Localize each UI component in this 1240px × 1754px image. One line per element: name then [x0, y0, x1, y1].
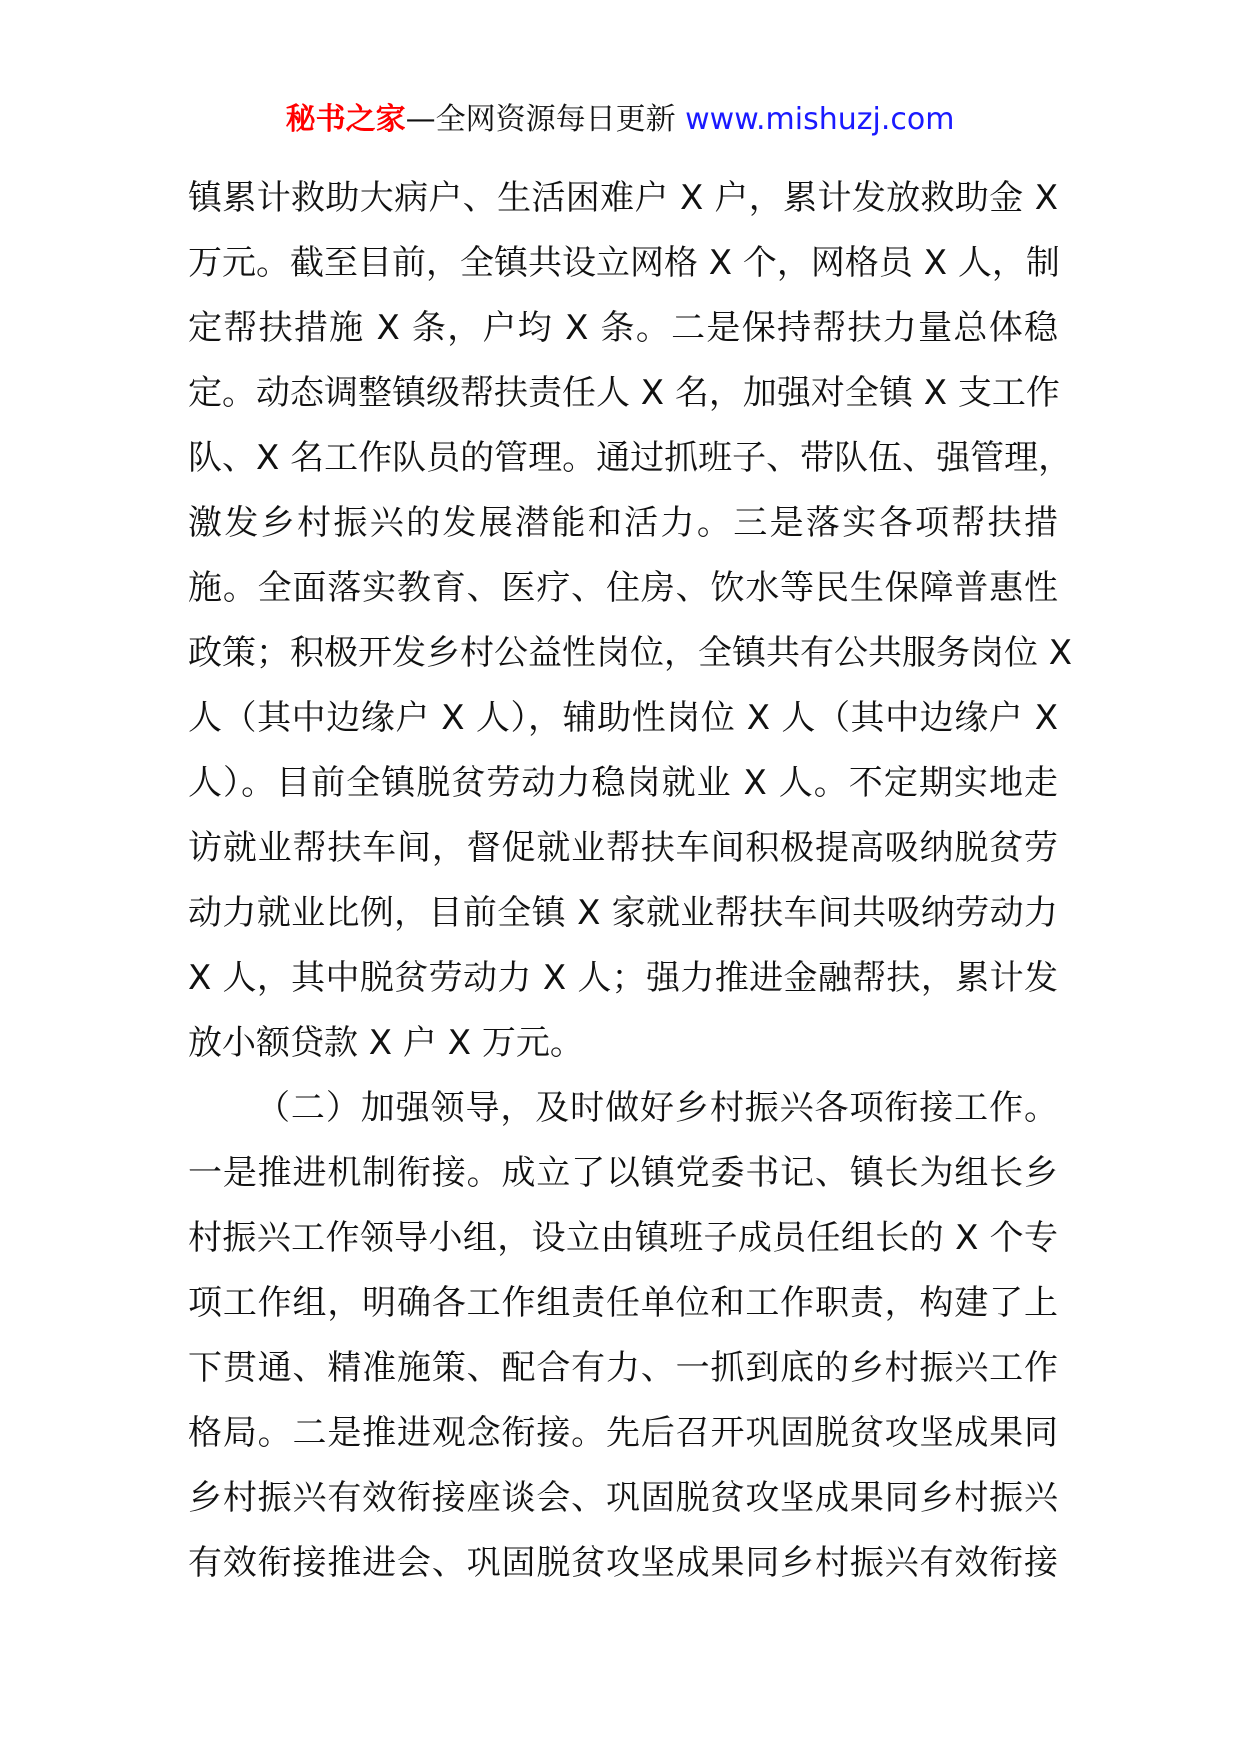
- header-brand: 秘书之家: [285, 102, 406, 137]
- header-tagline: —全网资源每日更新: [405, 102, 676, 137]
- text-line: 有效衔接推进会、巩固脱贫攻坚成果同乡村振兴有效衔接: [188, 1543, 1058, 1583]
- text-line: 一是推进机制衔接。成立了以镇党委书记、镇长为组长乡: [188, 1153, 1058, 1193]
- text-line: 定。动态调整镇级帮扶责任人 X 名，加强对全镇 X 支工作: [188, 373, 1060, 413]
- text-line: 政策；积极开发乡村公益性岗位，全镇共有公共服务岗位 X: [188, 633, 1073, 673]
- text-line: 万元。截至目前，全镇共设立网格 X 个，网格员 X 人，制: [188, 243, 1060, 283]
- page-header: [0, 98, 1240, 142]
- text-line: 下贯通、精准施策、配合有力、一抓到底的乡村振兴工作: [188, 1348, 1058, 1388]
- text-line: 乡村振兴有效衔接座谈会、巩固脱贫攻坚成果同乡村振兴: [188, 1478, 1058, 1518]
- header-url[interactable]: www.mishuzj.com: [685, 102, 955, 137]
- text-line: 动力就业比例，目前全镇 X 家就业帮扶车间共吸纳劳动力: [188, 893, 1058, 933]
- text-line: X 人，其中脱贫劳动力 X 人；强力推进金融帮扶，累计发: [188, 958, 1058, 998]
- text-line: 访就业帮扶车间，督促就业帮扶车间积极提高吸纳脱贫劳: [188, 828, 1058, 868]
- text-line: 村振兴工作领导小组，设立由镇班子成员任组长的 X 个专: [188, 1218, 1058, 1258]
- text-line: 定帮扶措施 X 条，户均 X 条。二是保持帮扶力量总体稳: [188, 308, 1058, 348]
- text-line: 人（其中边缘户 X 人），辅助性岗位 X 人（其中边缘户 X: [188, 698, 1058, 738]
- text-line: 放小额贷款 X 户 X 万元。: [188, 1023, 584, 1063]
- document-body: [188, 166, 1073, 1596]
- text-line: 格局。二是推进观念衔接。先后召开巩固脱贫攻坚成果同: [188, 1413, 1058, 1453]
- text-line: 镇累计救助大病户、生活困难户 X 户，累计发放救助金 X: [188, 178, 1058, 218]
- section-heading-line: （二）加强领导，及时做好乡村振兴各项衔接工作。: [256, 1088, 1058, 1128]
- text-line: 人）。目前全镇脱贫劳动力稳岗就业 X 人。不定期实地走: [188, 763, 1058, 803]
- text-line: 激发乡村振兴的发展潜能和活力。三是落实各项帮扶措: [188, 503, 1058, 543]
- text-line: 队、X 名工作队员的管理。通过抓班子、带队伍、强管理，: [188, 438, 1073, 478]
- text-line: 施。全面落实教育、医疗、住房、饮水等民生保障普惠性: [188, 568, 1058, 608]
- text-line: 项工作组，明确各工作组责任单位和工作职责，构建了上: [188, 1283, 1058, 1323]
